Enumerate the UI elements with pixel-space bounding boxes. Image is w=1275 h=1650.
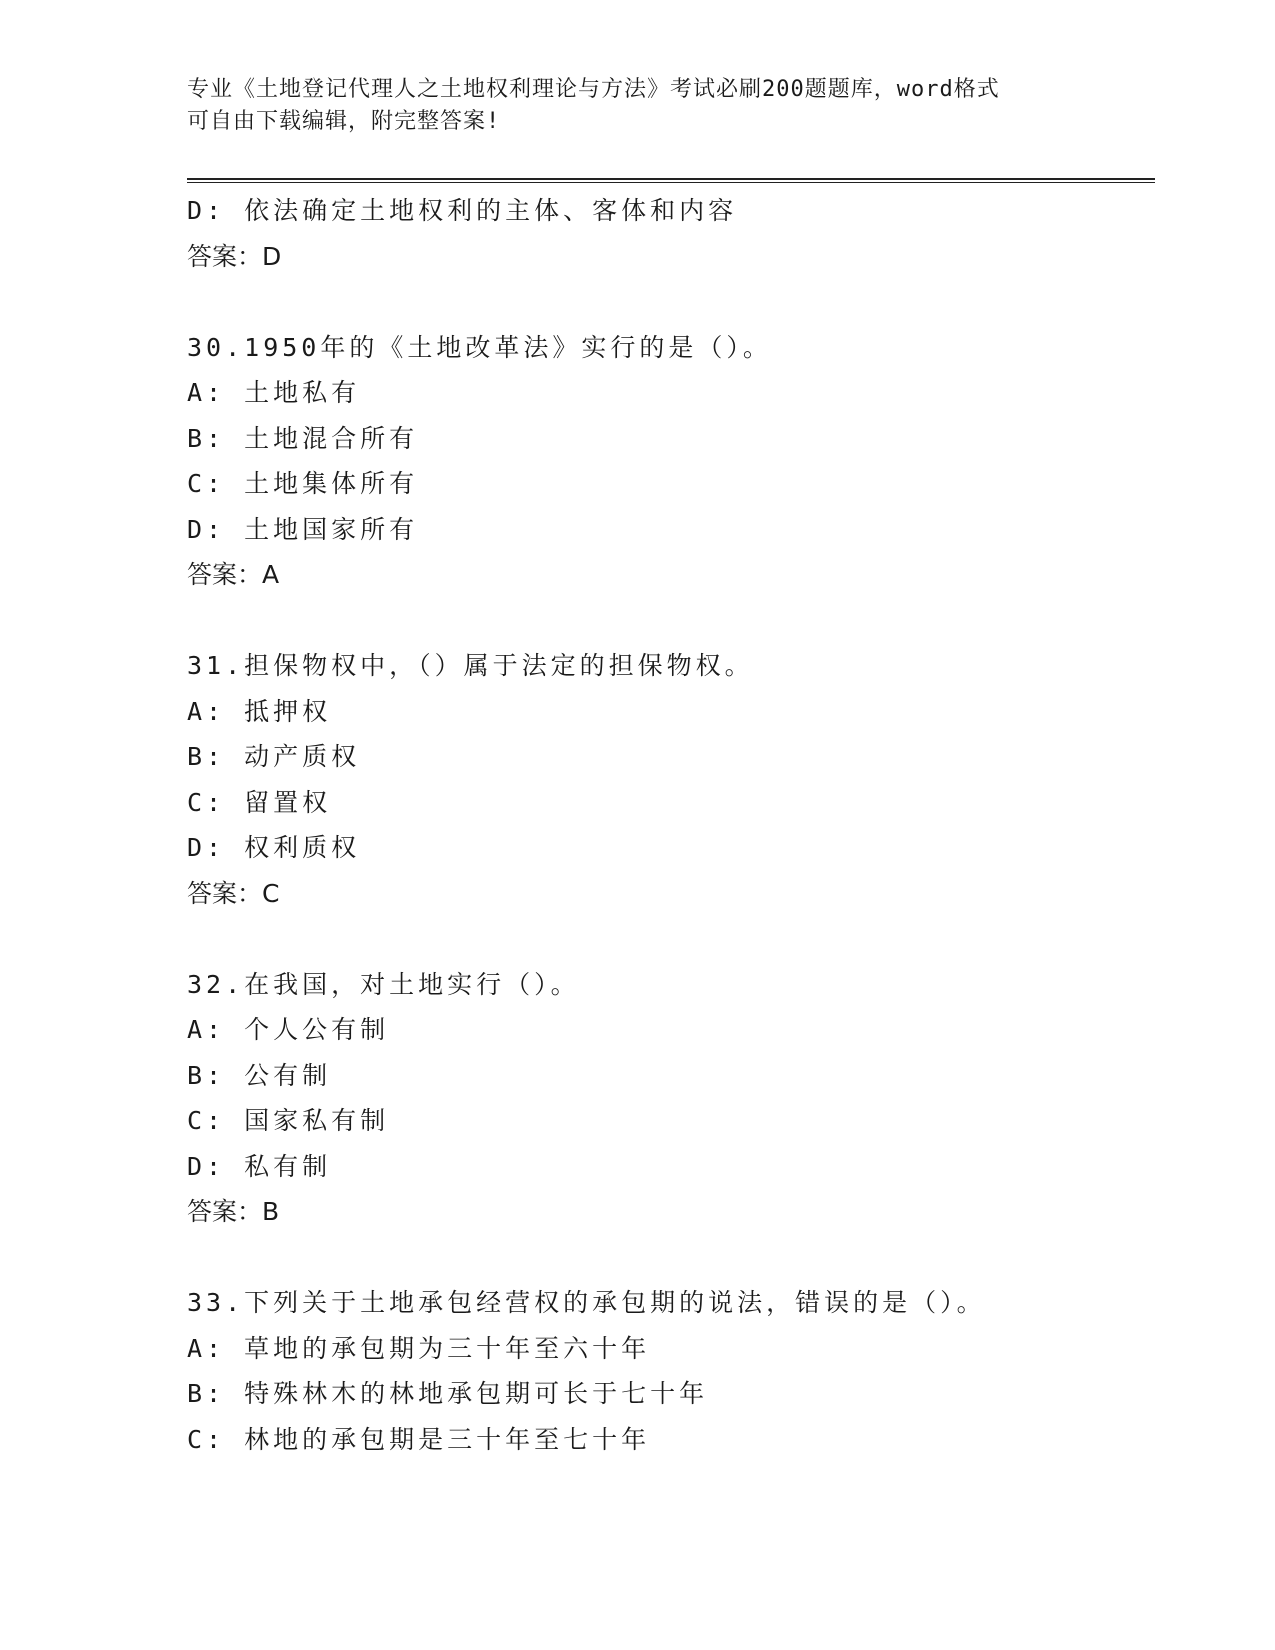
option-a: A: 抵押权 [187,696,332,726]
option-a: A: 草地的承包期为三十年至六十年 [187,1333,651,1363]
header-divider [187,178,1155,183]
option-d: D: 土地国家所有 [187,514,419,544]
option-b: B: 土地混合所有 [187,423,419,453]
spacer [187,279,1147,325]
question-30: 30.1950年的《土地改革法》实行的是（）。 [187,332,772,362]
header-line-2: 可自由下载编辑，附完整答案! [187,109,501,134]
option-c: C: 国家私有制 [187,1106,390,1135]
answer: 答案：D [187,241,282,271]
option-d: D: 权利质权 [187,833,361,862]
spacer [187,916,1147,962]
answer: 答案：A [187,560,280,589]
option-a: A: 个人公有制 [187,1015,390,1044]
question-31: 31.担保物权中，（）属于法定的担保物权。 [187,651,754,680]
option-d: D: 私有制 [187,1151,332,1181]
header-line-1: 专业《土地登记代理人之土地权利理论与方法》考试必刷200题题库，word格式 [187,77,1000,102]
option-d: D: 依法确定土地权利的主体、客体和内容 [187,196,738,225]
page-header [187,74,1067,138]
question-33: 33.下列关于土地承包经营权的承包期的说法，错误的是（）。 [187,1288,986,1317]
document-body [187,188,1147,1462]
question-32: 32.在我国，对土地实行（）。 [187,969,580,999]
option-c: C: 留置权 [187,787,332,817]
option-c: C: 林地的承包期是三十年至七十年 [187,1424,651,1454]
option-a: A: 土地私有 [187,378,361,407]
option-b: B: 动产质权 [187,742,361,771]
answer: 答案：B [187,1197,280,1226]
option-b: B: 公有制 [187,1060,332,1090]
option-c: C: 土地集体所有 [187,469,419,498]
option-b: B: 特殊林木的林地承包期可长于七十年 [187,1379,709,1408]
spacer [187,598,1147,644]
answer: 答案：C [187,878,280,908]
spacer [187,1235,1147,1281]
